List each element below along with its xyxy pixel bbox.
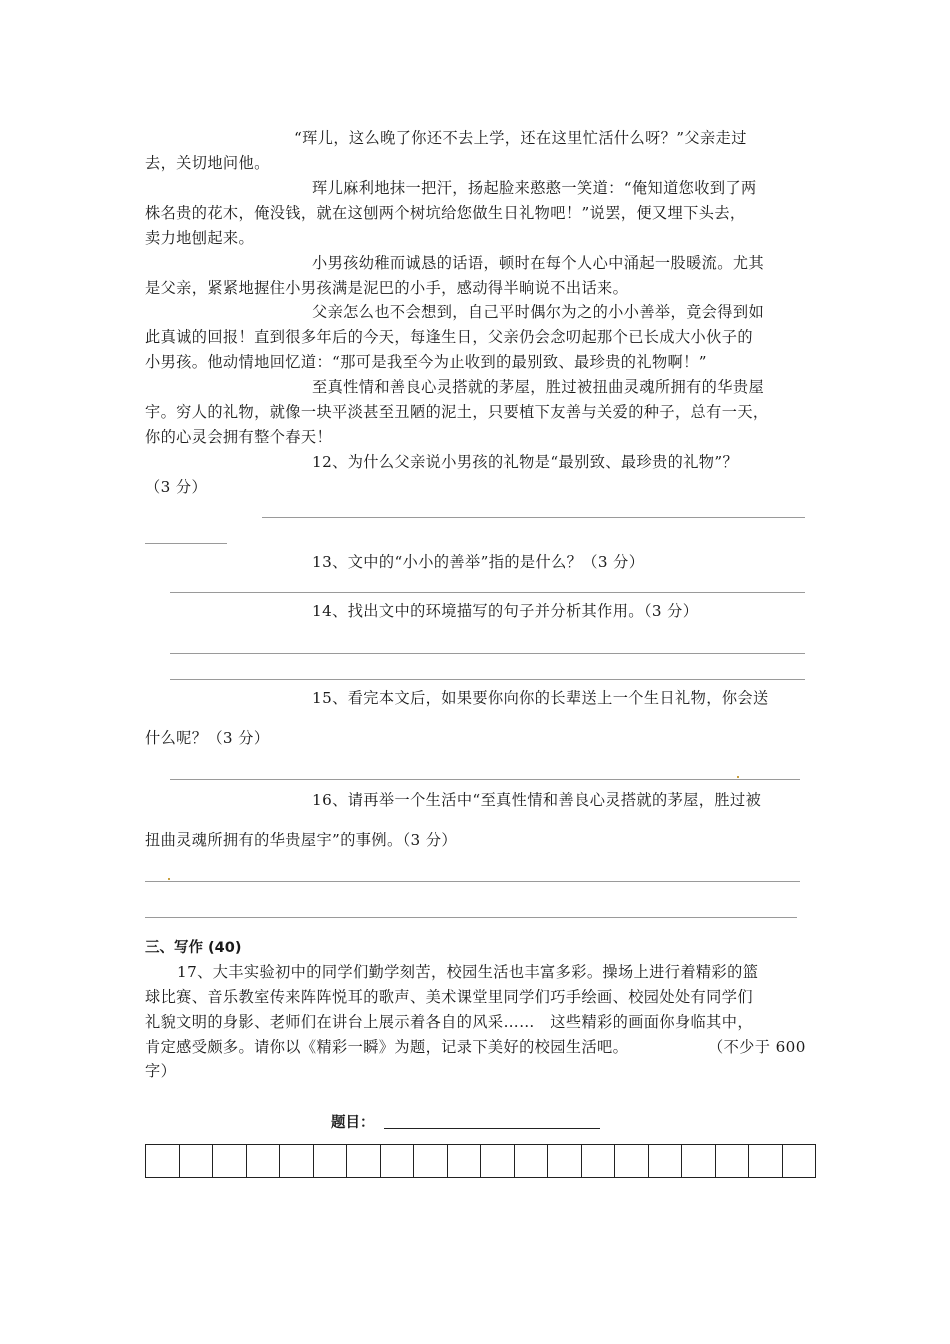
mark-dot bbox=[737, 776, 739, 778]
question-12: 12、为什么父亲说小男孩的礼物是“最别致、最珍贵的礼物”？ bbox=[312, 453, 739, 471]
question-12-score: （3 分） bbox=[145, 478, 208, 496]
answer-line-16b[interactable] bbox=[145, 917, 797, 918]
story-line: 珲儿麻利地抹一把汗，扬起脸来憨憨一笑道：“俺知道您收到了两 bbox=[312, 179, 757, 197]
grid-cell[interactable] bbox=[346, 1145, 380, 1177]
grid-cell[interactable] bbox=[614, 1145, 648, 1177]
story-line: “珲儿，这么晚了你还不去上学，还在这里忙活什么呀？”父亲走过 bbox=[294, 129, 747, 147]
story-line: 宇。穷人的礼物，就像一块平淡甚至丑陋的泥土，只要植下友善与关爱的种子，总有一天， bbox=[145, 403, 769, 421]
story-line: 至真性情和善良心灵搭就的茅屋，胜过被扭曲灵魂所拥有的华贵屋 bbox=[312, 378, 765, 396]
mark-dot bbox=[168, 878, 170, 880]
writing-prompt-line: 球比赛、音乐教室传来阵阵悦耳的歌声、美术课堂里同学们巧手绘画、校园处处有同学们 bbox=[145, 988, 753, 1006]
answer-line-14b[interactable] bbox=[170, 679, 805, 680]
story-line: 此真诚的回报！直到很多年后的今天，每逢生日，父亲仍会念叨起那个已长成大小伙子的 bbox=[145, 328, 753, 346]
question-13: 13、文中的“小小的善举”指的是什么？（3 分） bbox=[312, 553, 645, 571]
question-16-cont: 扭曲灵魂所拥有的华贵屋宇”的事例。（3 分） bbox=[145, 831, 458, 849]
answer-line-13[interactable] bbox=[170, 592, 805, 593]
grid-cell[interactable] bbox=[313, 1145, 347, 1177]
story-line: 父亲怎么也不会想到，自己平时偶尔为之的小小善举，竟会得到如 bbox=[312, 303, 765, 321]
writing-length-note: （不少于 600 bbox=[708, 1038, 806, 1056]
answer-line-15[interactable] bbox=[170, 779, 800, 780]
answer-line-12b[interactable] bbox=[145, 543, 227, 544]
grid-cell[interactable] bbox=[279, 1145, 313, 1177]
grid-cell[interactable] bbox=[782, 1145, 816, 1177]
grid-cell[interactable] bbox=[648, 1145, 682, 1177]
story-line: 去，关切地问他。 bbox=[145, 154, 270, 172]
grid-cell[interactable] bbox=[715, 1145, 749, 1177]
question-14: 14、找出文中的环境描写的句子并分析其作用。（3 分） bbox=[312, 602, 699, 620]
story-line: 株名贵的花木，俺没钱，就在这刨两个树坑给您做生日礼物吧！”说罢，便又埋下头去， bbox=[145, 204, 746, 222]
writing-prompt-line: 肯定感受颇多。请你以《精彩一瞬》为题，记录下美好的校园生活吧。 bbox=[145, 1038, 629, 1056]
grid-cell[interactable] bbox=[480, 1145, 514, 1177]
story-line: 卖力地刨起来。 bbox=[145, 229, 255, 247]
grid-cell[interactable] bbox=[212, 1145, 246, 1177]
composition-grid[interactable] bbox=[145, 1144, 816, 1178]
grid-cell[interactable] bbox=[681, 1145, 715, 1177]
grid-cell[interactable] bbox=[246, 1145, 280, 1177]
title-input-line[interactable] bbox=[384, 1128, 600, 1129]
grid-cell[interactable] bbox=[146, 1145, 179, 1177]
writing-prompt-line: 字） bbox=[145, 1062, 177, 1080]
title-label: 题目： bbox=[331, 1115, 375, 1131]
grid-cell[interactable] bbox=[447, 1145, 481, 1177]
grid-cell[interactable] bbox=[514, 1145, 548, 1177]
grid-cell[interactable] bbox=[748, 1145, 782, 1177]
story-line: 小男孩幼稚而诚恳的话语，顿时在每个人心中涌起一股暖流。尤其 bbox=[312, 254, 765, 272]
grid-cell[interactable] bbox=[547, 1145, 581, 1177]
grid-cell[interactable] bbox=[413, 1145, 447, 1177]
writing-prompt-line: 礼貌文明的身影、老师们在讲台上展示着各自的风采…… 这些精彩的画面你身临其中， bbox=[145, 1013, 753, 1031]
answer-line-16a[interactable] bbox=[145, 881, 800, 882]
grid-cell[interactable] bbox=[380, 1145, 414, 1177]
question-15: 15、看完本文后，如果要你向你的长辈送上一个生日礼物，你会送 bbox=[312, 689, 769, 707]
grid-cell[interactable] bbox=[179, 1145, 213, 1177]
question-15-cont: 什么呢？（3 分） bbox=[145, 729, 270, 747]
grid-cell[interactable] bbox=[581, 1145, 615, 1177]
story-line: 是父亲，紧紧地握住小男孩满是泥巴的小手，感动得半晌说不出话来。 bbox=[145, 279, 629, 297]
writing-prompt-line: 17、大丰实验初中的同学们勤学刻苦，校园生活也丰富多彩。操场上进行着精彩的篮 bbox=[177, 963, 759, 981]
story-line: 你的心灵会拥有整个春天！ bbox=[145, 428, 333, 446]
answer-line-14a[interactable] bbox=[170, 653, 805, 654]
section-heading-writing: 三、写作 (40) bbox=[145, 940, 242, 956]
question-16: 16、请再举一个生活中“至真性情和善良心灵搭就的茅屋，胜过被 bbox=[312, 791, 762, 809]
answer-line-12[interactable] bbox=[262, 517, 805, 518]
story-line: 小男孩。他动情地回忆道：“那可是我至今为止收到的最别致、最珍贵的礼物啊！” bbox=[145, 353, 707, 371]
